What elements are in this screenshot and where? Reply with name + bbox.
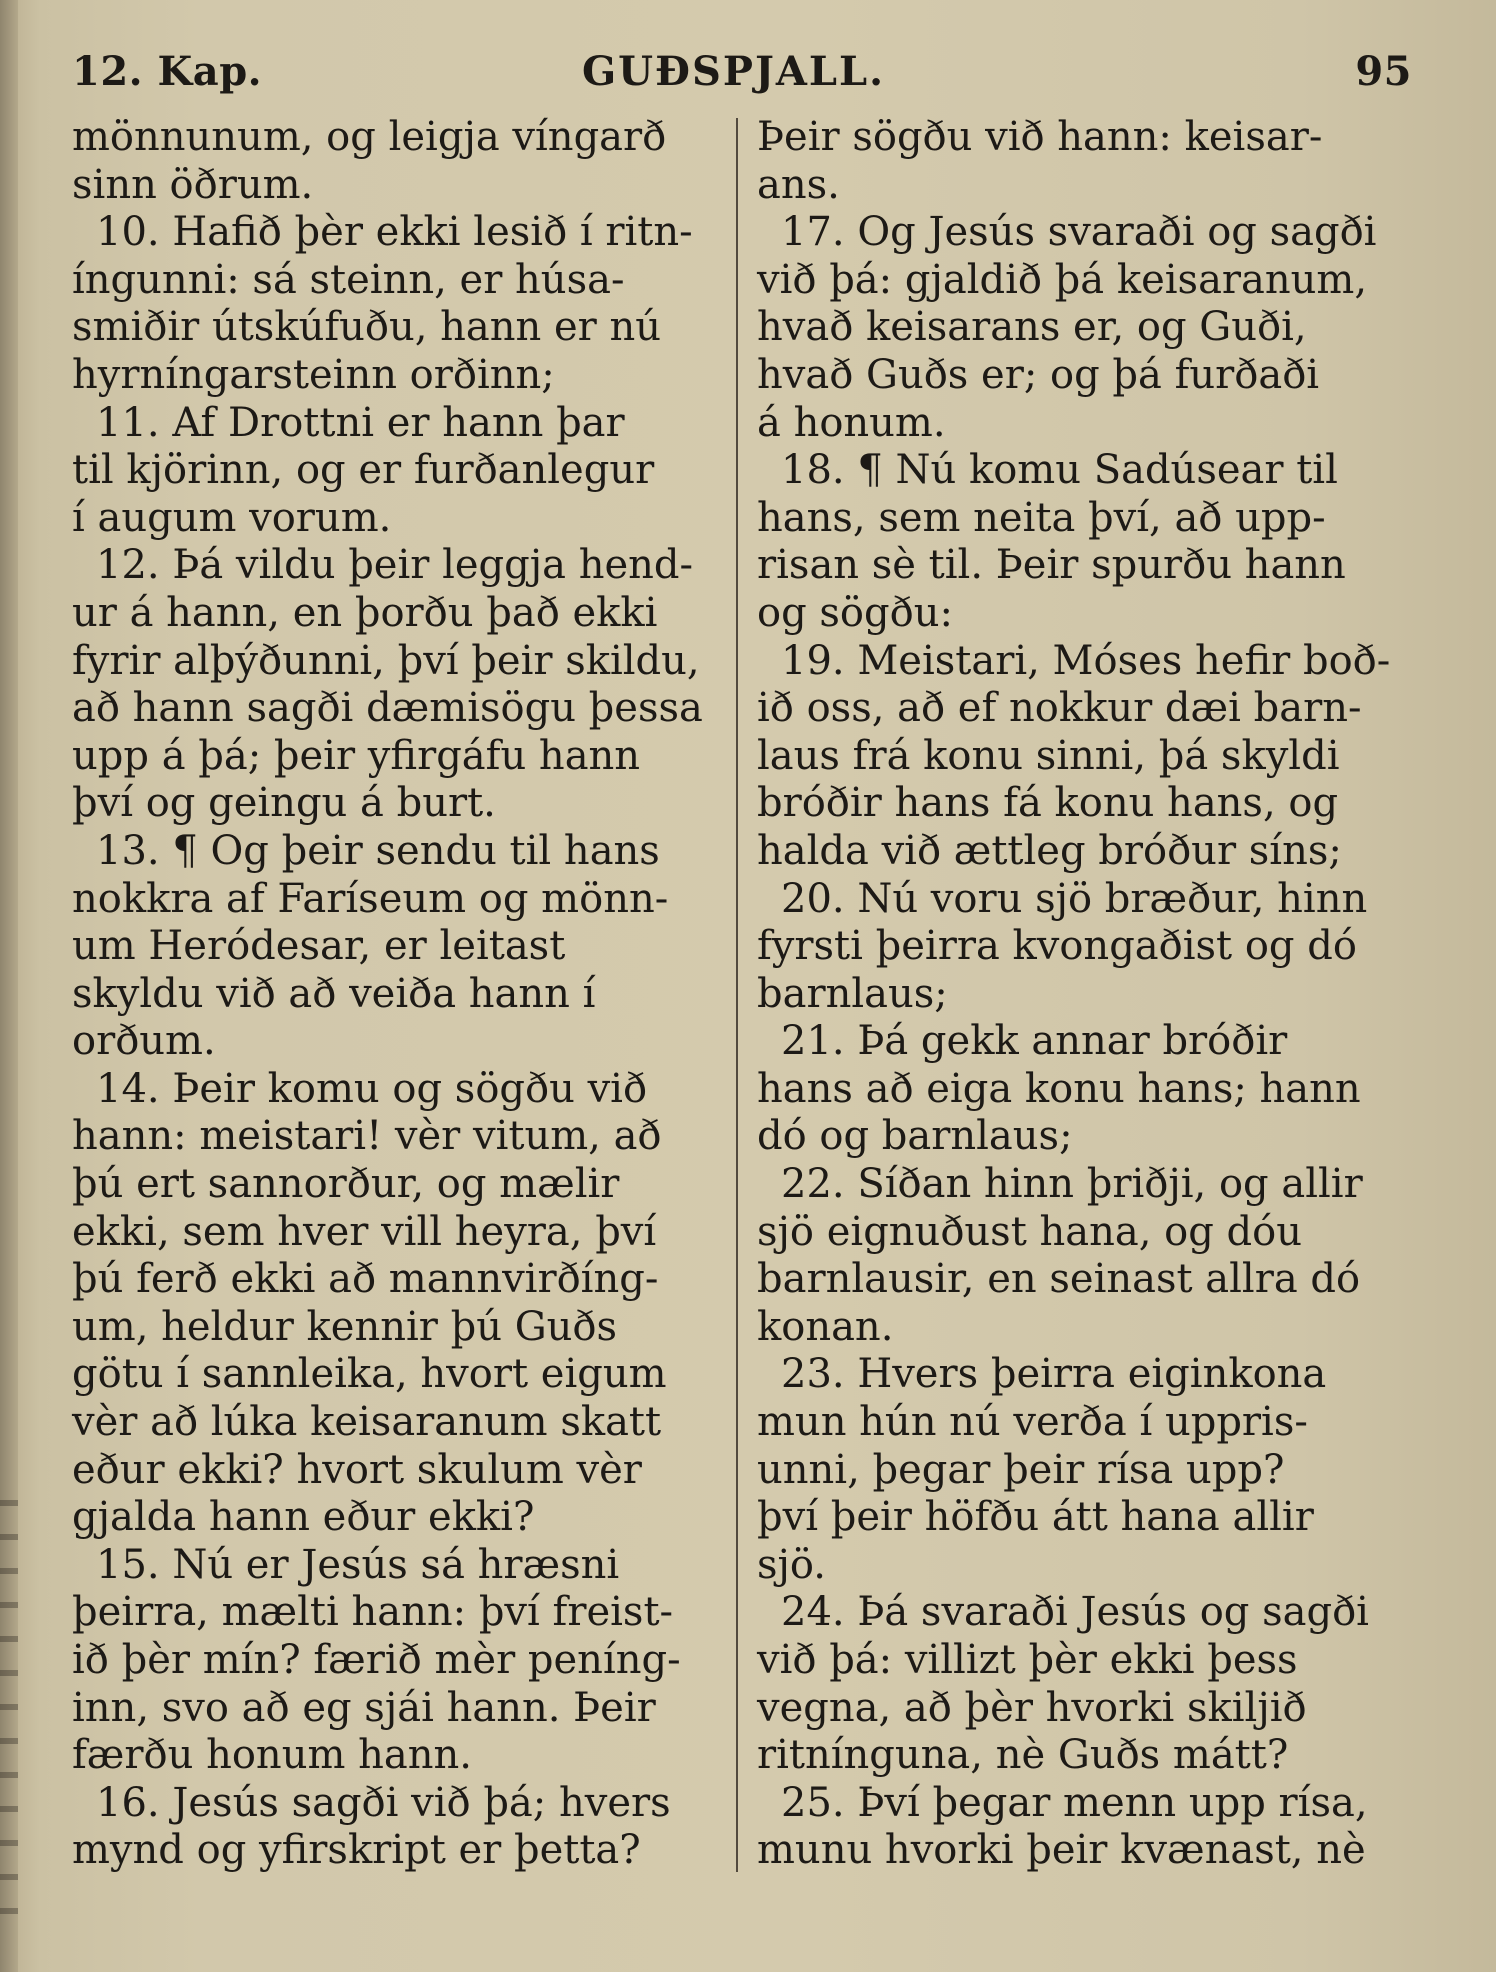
text-line: ans. xyxy=(757,161,840,208)
text-line: gjalda hann eður ekki? xyxy=(72,1494,535,1541)
text-line: hvað Guðs er; og þá furðaði xyxy=(757,351,1320,398)
text-line: smiðir útskúfuðu, hann er nú xyxy=(72,304,662,351)
text-line: íngunni: sá steinn, er húsa- xyxy=(72,256,625,303)
text-line: vèr að lúka keisaranum skatt xyxy=(72,1399,662,1446)
text-line: á honum. xyxy=(757,399,946,446)
text-line: þú ert sannorður, og mælir xyxy=(72,1161,620,1208)
text-line: 16. Jesús sagði við þá; hvers xyxy=(96,1779,671,1826)
text-line: að hann sagði dæmisögu þessa xyxy=(72,685,703,732)
text-line: til kjörinn, og er furðanlegur xyxy=(72,447,655,494)
text-line: 23. Hvers þeirra eiginkona xyxy=(781,1351,1327,1398)
text-line: unni, þegar þeir rísa upp? xyxy=(757,1446,1285,1493)
text-line: hvað keisarans er, og Guði, xyxy=(757,304,1307,351)
text-line: mynd og yfirskript er þetta? xyxy=(72,1827,641,1874)
text-line: sjö. xyxy=(757,1541,827,1588)
text-line: ið oss, að ef nokkur dæi barn- xyxy=(757,685,1362,732)
text-line: laus frá konu sinni, þá skyldi xyxy=(757,732,1340,779)
text-line: 12. Þá vildu þeir leggja hend- xyxy=(96,542,694,589)
text-line: dó og barnlaus; xyxy=(757,1113,1073,1160)
text-line: fyrsti þeirra kvongaðist og dó xyxy=(757,923,1357,970)
text-line: 11. Af Drottni er hann þar xyxy=(96,399,625,446)
text-line: barnlausir, en seinast allra dó xyxy=(757,1256,1361,1303)
text-line: við þá: gjaldið þá keisaranum, xyxy=(757,256,1368,303)
text-line: vegna, að þèr hvorki skiljið xyxy=(757,1684,1307,1731)
chapter-label: 12. Kap. xyxy=(72,48,263,95)
column-divider xyxy=(736,118,738,1872)
text-line: hann: meistari! vèr vitum, að xyxy=(72,1113,662,1160)
text-line: hans, sem neita því, að upp- xyxy=(757,494,1326,541)
text-line: 21. Þá gekk annar bróðir xyxy=(781,1018,1288,1065)
text-line: 25. Því þegar menn upp rísa, xyxy=(781,1779,1368,1826)
text-line: 19. Meistari, Móses hefir boð- xyxy=(781,637,1391,684)
text-line: Þeir sögðu við hann: keisar- xyxy=(757,114,1323,160)
text-line: bróðir hans fá konu hans, og xyxy=(757,780,1339,827)
text-line: 18. ¶ Nú komu Sadúsear til xyxy=(781,447,1338,494)
text-line: í augum vorum. xyxy=(72,494,392,541)
text-line: 17. Og Jesús svaraði og sagði xyxy=(781,209,1377,256)
text-line: sjö eignuðust hana, og dóu xyxy=(757,1208,1302,1255)
text-line: um Heródesar, er leitast xyxy=(72,923,566,970)
text-line: 14. Þeir komu og sögðu við xyxy=(96,1065,648,1112)
text-line: nokkra af Faríseum og mönn- xyxy=(72,875,669,922)
text-line: sinn öðrum. xyxy=(72,161,314,208)
page-edge-marks xyxy=(0,1500,18,1920)
text-line: 10. Hafið þèr ekki lesið í ritn- xyxy=(96,209,693,256)
text-line: konan. xyxy=(757,1303,894,1350)
text-line: ið þèr mín? færið mèr peníng- xyxy=(72,1637,681,1683)
left-text-column xyxy=(72,114,720,1875)
text-line: ur á hann, en þorðu það ekki xyxy=(72,589,658,636)
text-line: þeirra, mælti hann: því freist- xyxy=(72,1589,674,1636)
page-title: GUÐSPJALL. xyxy=(582,48,886,95)
text-line: hans að eiga konu hans; hann xyxy=(757,1065,1361,1112)
text-line: hyrníngarsteinn orðinn; xyxy=(72,351,555,398)
text-line: 20. Nú voru sjö bræður, hinn xyxy=(781,875,1368,922)
text-line: munu hvorki þeir kvænast, nè xyxy=(757,1827,1366,1874)
text-line: þú ferð ekki að mannvirðíng- xyxy=(72,1256,659,1303)
text-line: mun hún nú verða í uppris- xyxy=(757,1399,1308,1446)
text-line: 24. Þá svaraði Jesús og sagði xyxy=(781,1589,1369,1636)
text-line: götu í sannleika, hvort eigum xyxy=(72,1351,667,1398)
text-line: um, heldur kennir þú Guðs xyxy=(72,1303,618,1350)
text-line: ritnínguna, nè Guðs mátt? xyxy=(757,1732,1289,1779)
text-line: mönnunum, og leigja víngarð xyxy=(72,114,667,160)
text-line: barnlaus; xyxy=(757,970,948,1017)
text-line: því og geingu á burt. xyxy=(72,780,496,827)
running-head xyxy=(72,48,1412,108)
text-line: því þeir höfðu átt hana allir xyxy=(757,1494,1314,1541)
right-text-column xyxy=(757,114,1407,1875)
text-line: ekki, sem hver vill heyra, því xyxy=(72,1208,657,1255)
text-line: inn, svo að eg sjái hann. Þeir xyxy=(72,1684,656,1731)
text-line: 22. Síðan hinn þriðji, og allir xyxy=(781,1161,1363,1208)
page-number: 95 xyxy=(1355,48,1412,95)
text-line: skyldu við að veiða hann í xyxy=(72,970,596,1017)
text-line: við þá: villizt þèr ekki þess xyxy=(757,1637,1298,1683)
text-line: upp á þá; þeir yfirgáfu hann xyxy=(72,732,641,779)
text-line: fyrir alþýðunni, því þeir skildu, xyxy=(72,637,700,684)
text-line: eður ekki? hvort skulum vèr xyxy=(72,1446,642,1493)
text-line: risan sè til. Þeir spurðu hann xyxy=(757,542,1346,589)
text-line: halda við ættleg bróður síns; xyxy=(757,827,1342,874)
text-line: orðum. xyxy=(72,1018,216,1065)
text-line: og sögðu: xyxy=(757,589,953,636)
text-line: færðu honum hann. xyxy=(72,1732,472,1779)
text-line: 13. ¶ Og þeir sendu til hans xyxy=(96,827,660,874)
text-line: 15. Nú er Jesús sá hræsni xyxy=(96,1541,620,1588)
